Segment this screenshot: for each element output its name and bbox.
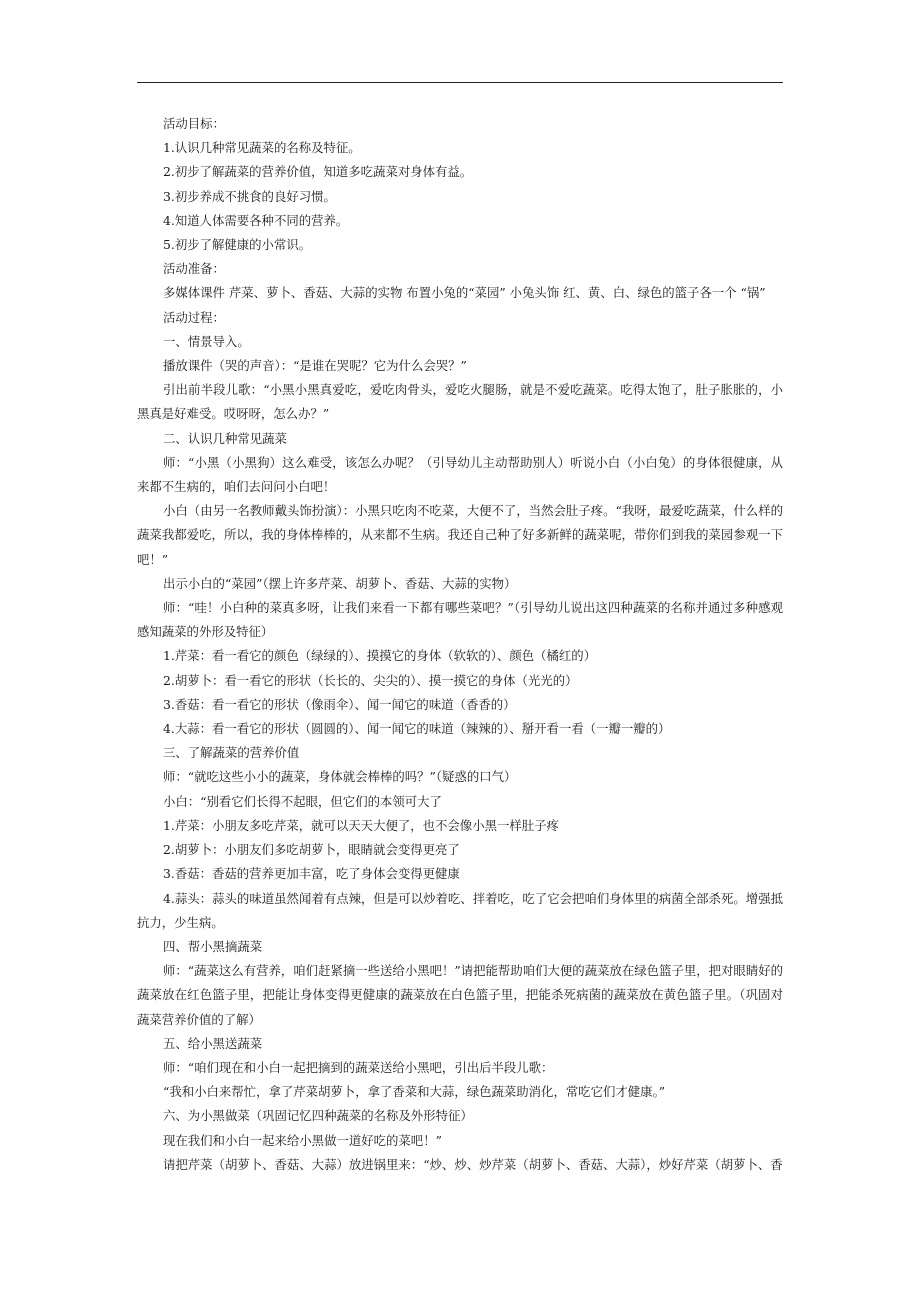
body-paragraph: 小白：“别看它们长得不起眼，但它们的本领可大了: [163, 793, 442, 809]
section-heading: 活动准备：: [163, 261, 225, 277]
preparation-text: 多媒体课件 芹菜、萝卜、香菇、大蒜的实物 布置小兔的“菜园” 小兔头饰 红、黄、白、绿色的篮子各一个 “锅”: [163, 285, 766, 301]
document-body: [137, 112, 783, 1177]
body-paragraph: 师：“哇！小白种的菜真多呀，让我们来看一下都有哪些菜吧？”（引导幼儿说出这四种蔬菜的名称并通过多种感观感知蔬菜的外形及特征）: [137, 600, 783, 640]
list-item: 4.蒜头：蒜头的味道虽然闻着有点辣，但是可以炒着吃、拌着吃，吃了它会把咱们身体里的病菌全部杀死。增强抵抗力，少生病。: [137, 890, 783, 930]
body-paragraph: 请把芹菜（胡萝卜、香菇、大蒜）放进锅里来：“炒、炒、炒芹菜（胡萝卜、香菇、大蒜），炒好芹菜（胡萝卜、香: [163, 1156, 783, 1172]
goal-item: 3.初步养成不挑食的良好习惯。: [163, 188, 336, 204]
body-paragraph: 师：“咱们现在和小白一起把摘到的蔬菜送给小黑吧，引出后半段儿歌：: [163, 1059, 554, 1075]
step-heading: 二、认识几种常见蔬菜: [163, 430, 287, 446]
step-heading: 六、为小黑做菜（巩固记忆四种蔬菜的名称及外形特征）: [163, 1108, 473, 1124]
list-item: 4.大蒜：看一看它的形状（圆圆的）、闻一闻它的味道（辣辣的）、掰开看一看（一瓣一瓣的）: [163, 721, 671, 737]
list-item: 2.胡萝卜：小朋友们多吃胡萝卜，眼睛就会变得更亮了: [163, 842, 460, 858]
list-item: 1.芹菜：看一看它的颜色（绿绿的）、摸摸它的身体（软软的）、颜色（橘红的）: [163, 648, 597, 664]
body-paragraph: 师：“就吃这些小小的蔬菜，身体就会棒棒的吗？”（疑惑的口气）: [163, 769, 517, 785]
body-paragraph: 小白（由另一名教师戴头饰扮演）：小黑只吃肉不吃菜，大便不了，当然会肚子疼。“我呀，最爱吃蔬菜，什么样的蔬菜我都爱吃，所以，我的身体棒棒的，从来都不生病。我还自己种了好多新鲜的蔬菜呢，带你们到我的菜园参观一下吧！”: [137, 503, 783, 567]
section-heading: 活动目标：: [163, 116, 225, 131]
section-heading: 活动过程：: [163, 309, 225, 325]
goal-item: 4.知道人体需要各种不同的营养。: [163, 212, 349, 228]
goal-item: 2.初步了解蔬菜的营养价值，知道多吃蔬菜对身体有益。: [163, 164, 473, 180]
body-paragraph: 师：“蔬菜这么有营养，咱们赶紧摘一些送给小黑吧！”请把能帮助咱们大便的蔬菜放在绿色篮子里，把对眼睛好的蔬菜放在红色篮子里，把能让身体变得更健康的蔬菜放在白色篮子里，把能杀死病菌的蔬菜放在黄色篮子里。（巩固对蔬菜营养价值的了解）: [137, 963, 783, 1027]
step-heading: 五、给小黑送蔬菜: [163, 1035, 263, 1051]
list-item: 1.芹菜：小朋友多吃芹菜，就可以天天大便了，也不会像小黑一样肚子疼: [163, 817, 559, 833]
body-paragraph: 引出前半段儿歌：“小黑小黑真爱吃，爱吃肉骨头，爱吃火腿肠，就是不爱吃蔬菜。吃得太饱了，肚子胀胀的，小黑真是好难受。哎呀呀，怎么办？”: [137, 382, 783, 422]
body-paragraph: 出示小白的“菜园”（摆上许多芹菜、胡萝卜、香菇、大蒜的实物）: [163, 575, 517, 591]
header-rule: [137, 82, 783, 83]
body-paragraph: “我和小白来帮忙，拿了芹菜胡萝卜，拿了香菜和大蒜，绿色蔬菜助消化，常吃它们才健康。”: [163, 1084, 666, 1100]
body-paragraph: 师：“小黑（小黑狗）这么难受，该怎么办呢？（引导幼儿主动帮助别人）听说小白（小白兔）的身体很健康，从来都不生病的，咱们去问问小白吧！: [137, 454, 783, 495]
list-item: 3.香菇：香菇的营养更加丰富，吃了身体会变得更健康: [163, 866, 460, 882]
step-heading: 四、帮小黑摘蔬菜: [163, 938, 263, 954]
list-item: 2.胡萝卜：看一看它的形状（长长的、尖尖的）、摸一摸它的身体（光光的）: [163, 672, 578, 688]
goal-item: 5.初步了解健康的小常识。: [163, 237, 312, 253]
body-paragraph: 播放课件（哭的声音）：“是谁在哭呢？它为什么会哭？”: [163, 358, 467, 374]
list-item: 3.香菇：看一看它的形状（像雨伞）、闻一闻它的味道（香香的）: [163, 696, 516, 712]
step-heading: 一、情景导入。: [163, 333, 250, 349]
step-heading: 三、了解蔬菜的营养价值: [163, 745, 300, 761]
body-paragraph: 现在我们和小白一起来给小黑做一道好吃的菜吧！”: [163, 1132, 442, 1148]
goal-item: 1.认识几种常见蔬菜的名称及特征。: [163, 140, 361, 156]
